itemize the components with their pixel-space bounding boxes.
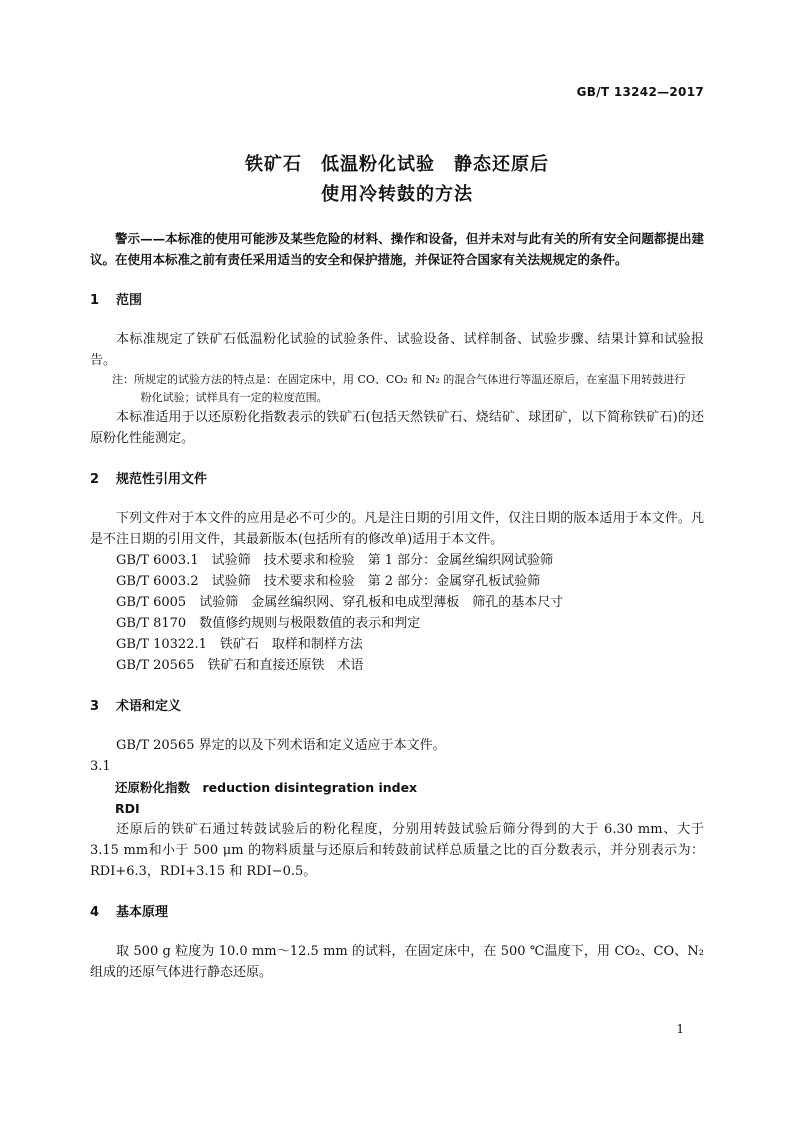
section-number: 2 xyxy=(90,472,100,487)
section-2-heading xyxy=(90,469,704,490)
principle-paragraph: 取 500 g 粒度为 10.0 mm～12.5 mm 的试料，在固定床中，在 500 ℃温度下，用 CO₂、CO、N₂ 组成的还原气体进行静态还原。 xyxy=(90,944,704,980)
reference-item: GB/T 6005 试验筛 金属丝编织网、穿孔板和电成型薄板 筛孔的基本尺寸 xyxy=(116,595,564,610)
section-number: 1 xyxy=(90,293,100,308)
document-title xyxy=(0,150,794,210)
scope-note xyxy=(90,371,704,407)
standard-code: GB/T 13242—2017 xyxy=(576,85,704,99)
section-title: 范围 xyxy=(116,293,143,308)
safety-warning: 警示——本标准的使用可能涉及某些危险的材料、操作和设备，但并未对与此有关的所有安全问题都提出建议。在使用本标准之前有责任采用适当的安全和保护措施，并保证符合国家有关法规规定的条件。 xyxy=(90,231,704,267)
reference-item: GB/T 8170 数值修约规则与极限数值的表示和判定 xyxy=(116,616,421,631)
section-title: 基本原理 xyxy=(116,905,169,920)
section-3-heading xyxy=(90,696,704,717)
section-1-heading xyxy=(90,290,704,311)
page-number: 1 xyxy=(676,1022,684,1036)
reference-item: GB/T 20565 铁矿石和直接还原铁 术语 xyxy=(116,658,364,673)
reference-item: GB/T 6003.2 试验筛 技术要求和检验 第 2 部分：金属穿孔板试验筛 xyxy=(116,574,541,589)
section-number: 3 xyxy=(90,699,100,714)
section-title: 术语和定义 xyxy=(116,699,182,714)
reference-item: GB/T 6003.1 试验筛 技术要求和检验 第 1 部分：金属丝编织网试验筛 xyxy=(116,553,554,568)
section-number: 4 xyxy=(90,905,100,920)
term-name: 还原粉化指数 reduction disintegration index xyxy=(115,780,418,795)
scope-paragraph: 本标准规定了铁矿石低温粉化试验的试验条件、试验设备、试样制备、试验步骤、结果计算和试验报告。 xyxy=(90,332,704,368)
section-title: 规范性引用文件 xyxy=(116,472,208,487)
title-line-1: 铁矿石 低温粉化试验 静态还原后 xyxy=(245,154,549,175)
terms-intro: GB/T 20565 界定的以及下列术语和定义适应于本文件。 xyxy=(116,738,446,753)
term-number: 3.1 xyxy=(90,759,111,774)
title-line-2: 使用冷转鼓的方法 xyxy=(321,184,473,205)
term-definition: 还原后的铁矿石通过转鼓试验后的粉化程度，分别用转鼓试验后筛分得到的大于 6.30 mm、大于 3.15 mm和小于 500 μm 的物料质量与还原后和转鼓前试样总质量之比的百分数表示，并分别表示为：RDI+6.3，RDI+3.15 和 RDI−0.5。 xyxy=(90,822,704,879)
scope-applicability: 本标准适用于以还原粉化指数表示的铁矿石(包括天然铁矿石、烧结矿、球团矿，以下简称铁矿石)的还原粉化性能测定。 xyxy=(90,410,704,446)
term-abbreviation: RDI xyxy=(115,801,140,816)
reference-item: GB/T 10322.1 铁矿石 取样和制样方法 xyxy=(116,637,363,652)
note-line-1: 注：所规定的试验方法的特点是：在固定床中，用 CO、CO₂ 和 N₂ 的混合气体进行等温还原后，在室温下用转鼓进行 xyxy=(112,373,686,386)
references-intro: 下列文件对于本文件的应用是必不可少的。凡是注日期的引用文件，仅注日期的版本适用于本文件。凡是不注日期的引用文件，其最新版本(包括所有的修改单)适用于本文件。 xyxy=(90,511,704,547)
section-4-heading xyxy=(90,902,704,923)
document-body xyxy=(90,228,704,983)
note-line-2: 粉化试验；试样具有一定的粒度范围。 xyxy=(140,391,328,404)
